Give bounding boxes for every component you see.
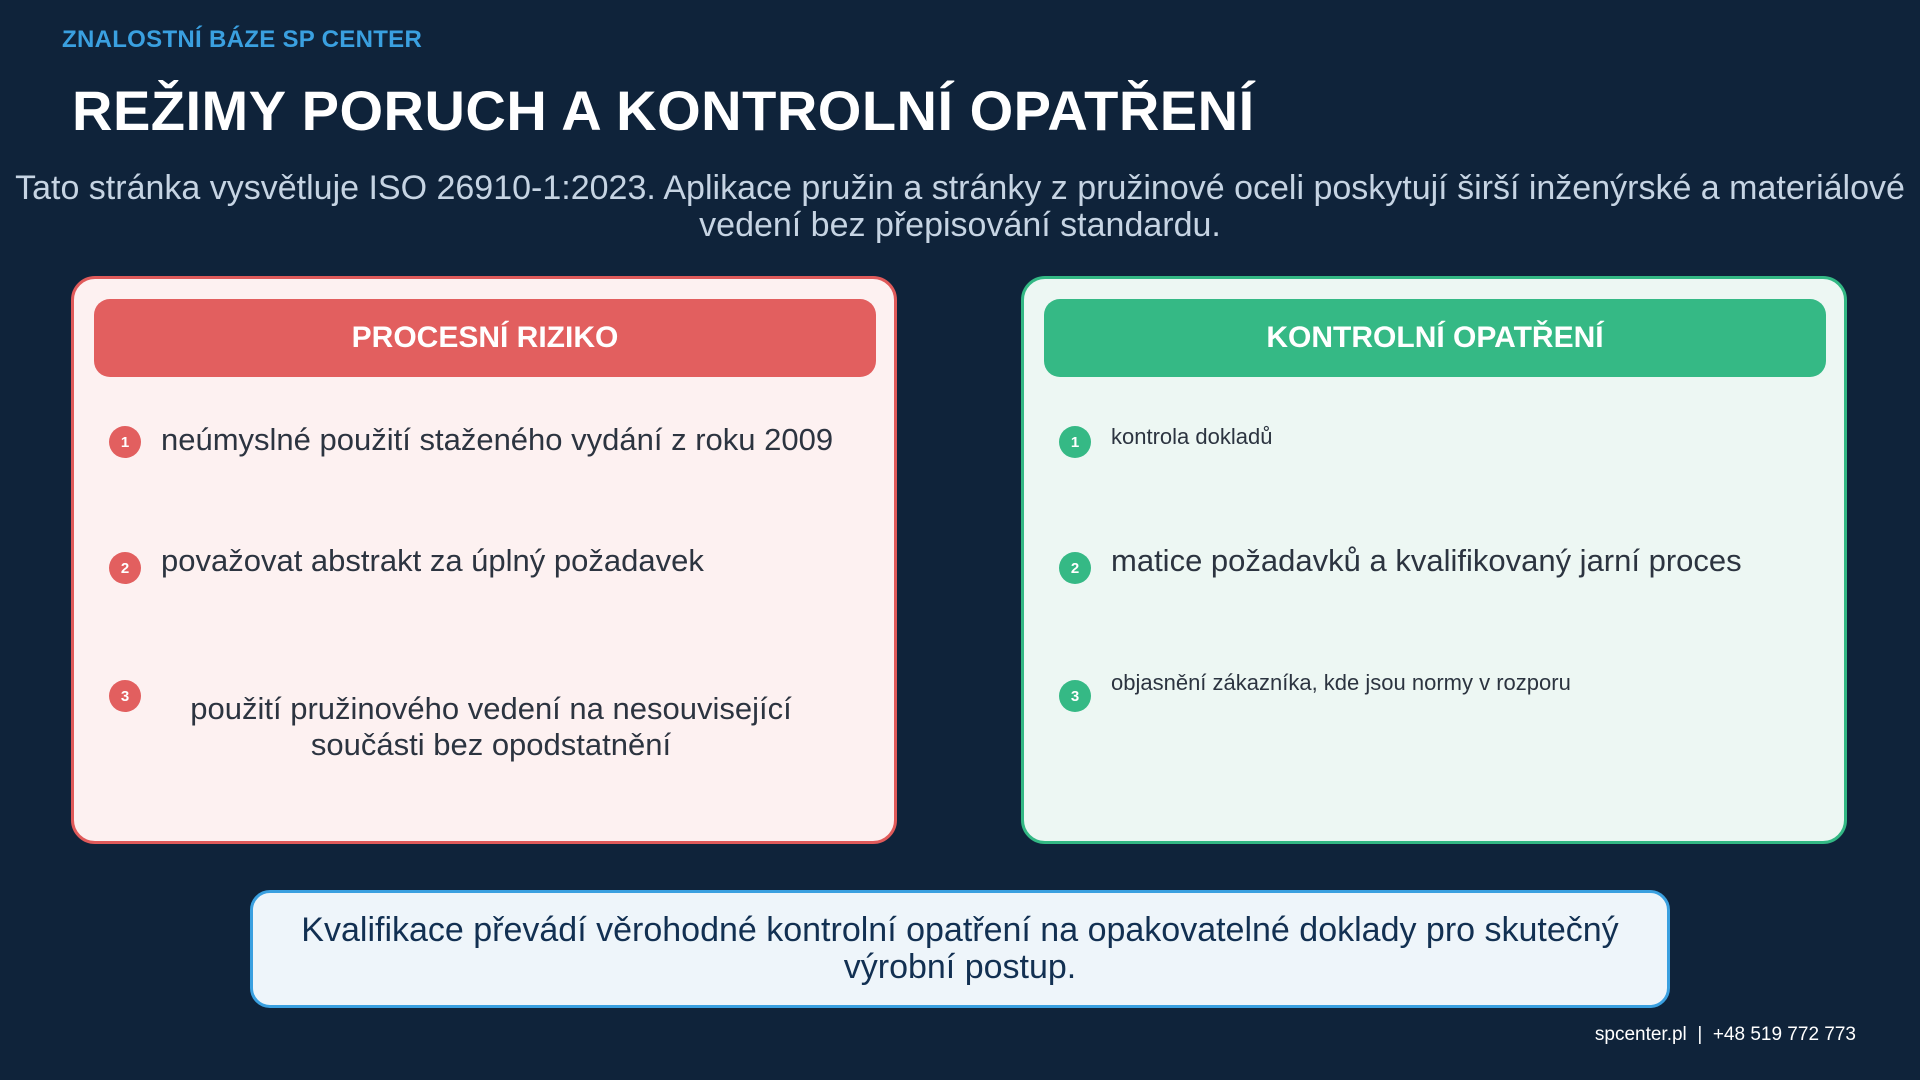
summary-statement: Kvalifikace převádí věrohodné kontrolní opatření na opakovatelné doklady pro skutečný výrobní postup.: [301, 911, 1619, 986]
control-measures-card: [1021, 276, 1847, 844]
control-item-3: objasnění zákazníka, kde jsou normy v rozporu: [1111, 670, 1571, 695]
control-number-badge-3: 3: [1059, 680, 1091, 712]
page-subtitle: Tato stránka vysvětluje ISO 26910-1:2023. Aplikace pružin a stránky z pružinové oceli poskytují širší inženýrské a materiálové vedení bez přepisování standardu.: [15, 169, 1905, 244]
control-measures-heading: KONTROLNÍ OPATŘENÍ: [1044, 299, 1826, 377]
risk-number-badge-1: 1: [109, 426, 141, 458]
risk-number-badge-2: 2: [109, 552, 141, 584]
control-item-1: kontrola dokladů: [1111, 424, 1273, 449]
risk-item-2: považovat abstrakt za úplný požadavek: [161, 543, 704, 578]
control-number-badge-2: 2: [1059, 552, 1091, 584]
page-title: REŽIMY PORUCH A KONTROLNÍ OPATŘENÍ: [72, 79, 1255, 142]
control-item-2: matice požadavků a kvalifikovaný jarní proces: [1111, 543, 1742, 578]
kicker-label: ZNALOSTNÍ BÁZE SP CENTER: [62, 26, 423, 53]
risk-number-badge-3: 3: [109, 680, 141, 712]
summary-statement-box: [250, 890, 1670, 1008]
process-risk-card: [71, 276, 897, 844]
risk-item-1: neúmyslné použití staženého vydání z roku 2009: [161, 422, 834, 457]
process-risk-heading: PROCESNÍ RIZIKO: [94, 299, 876, 377]
contact-info: spcenter.pl | +48 519 772 773: [1594, 1024, 1856, 1045]
control-number-badge-1: 1: [1059, 426, 1091, 458]
risk-item-3: použití pružinového vedení na nesouvisející součásti bez opodstatnění: [190, 691, 792, 762]
